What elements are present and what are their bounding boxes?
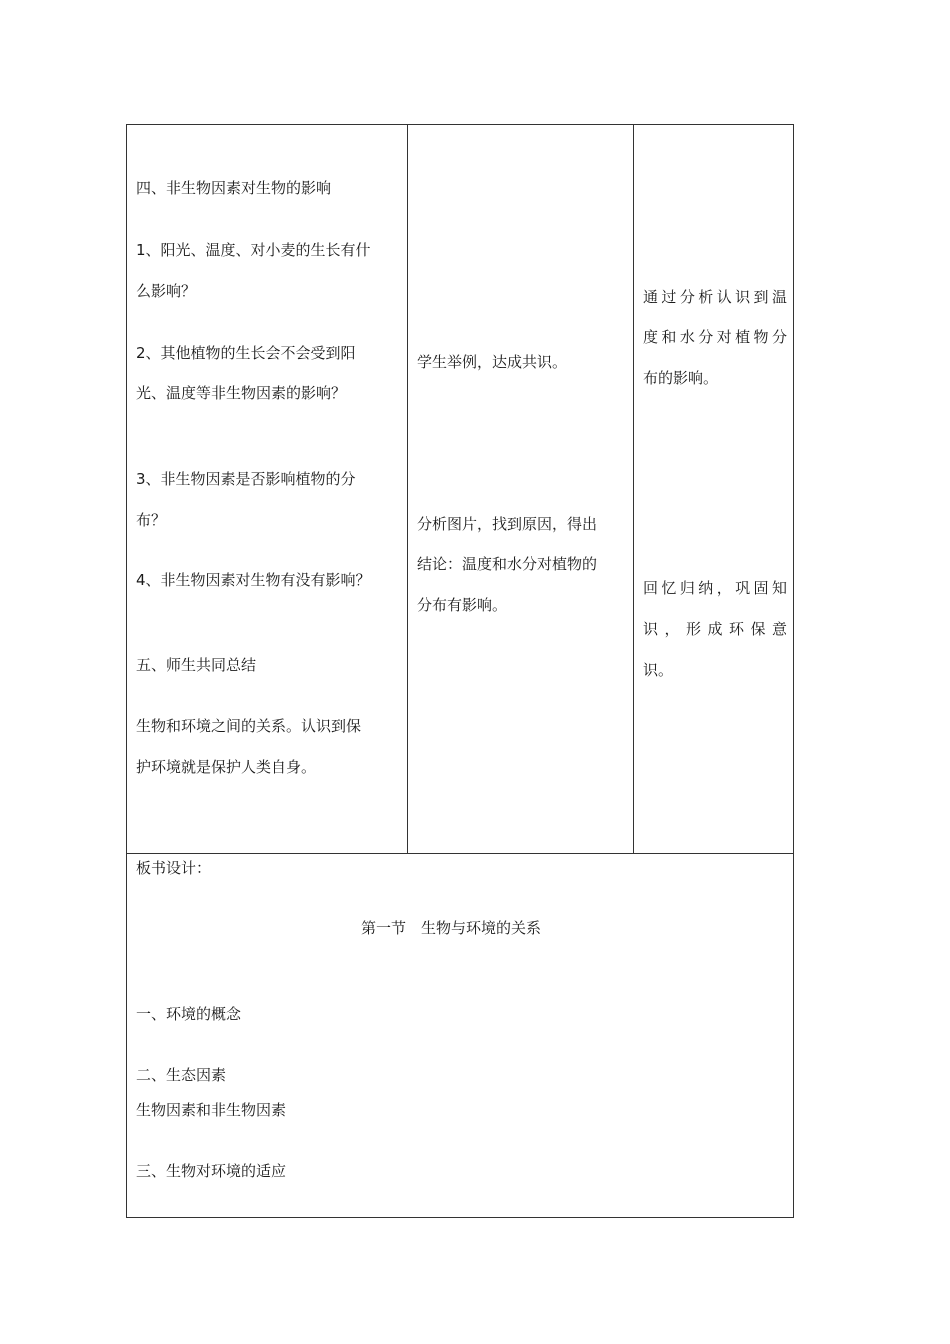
question-2-line-2: 光、温度等非生物因素的影响？ [136,384,347,402]
activity-2-line-3: 分布有影响。 [417,596,508,614]
question-3-line-1: 3、非生物因素是否影响植物的分 [136,470,356,488]
activity-2-line-1: 分析图片，找到原因，得出 [417,515,598,533]
row-divider [127,853,793,854]
intent-1-line-3: 布的影响。 [643,369,719,387]
intent-1-line-2: 度和水分对植物分 [643,328,787,346]
intent-2-line-3: 识。 [643,661,674,679]
question-4: 4、非生物因素对生物有没有影响？ [136,571,371,589]
board-item-3: 三、生物对环境的适应 [136,1162,287,1180]
summary-line-2: 护环境就是保护人类自身。 [136,758,317,776]
lesson-table [126,124,794,1218]
board-item-1: 一、环境的概念 [136,1005,242,1023]
column-divider-2 [633,125,634,854]
board-item-2: 二、生态因素 [136,1066,227,1084]
question-3-line-2: 布？ [136,511,167,529]
intent-2-line-2: 识，形成环保意 [643,620,787,638]
intent-2-line-1: 回忆归纳，巩固知 [643,579,787,597]
section5-title: 五、师生共同总结 [136,656,257,674]
question-2-line-1: 2、其他植物的生长会不会受到阳 [136,344,356,362]
activity-1: 学生举例，达成共识。 [417,353,568,371]
board-title: 第一节 生物与环境的关系 [361,919,542,937]
board-item-2-sub: 生物因素和非生物因素 [136,1101,287,1119]
board-design-label: 板书设计： [136,859,212,877]
question-1-line-2: 么影响？ [136,282,197,300]
section4-title: 四、非生物因素对生物的影响 [136,179,332,197]
intent-1-line-1: 通过分析认识到温 [643,288,787,306]
summary-line-1: 生物和环境之间的关系。认识到保 [136,717,362,735]
activity-2-line-2: 结论：温度和水分对植物的 [417,555,598,573]
column-divider-1 [407,125,408,854]
question-1-line-1: 1、阳光、温度、对小麦的生长有什 [136,241,371,259]
